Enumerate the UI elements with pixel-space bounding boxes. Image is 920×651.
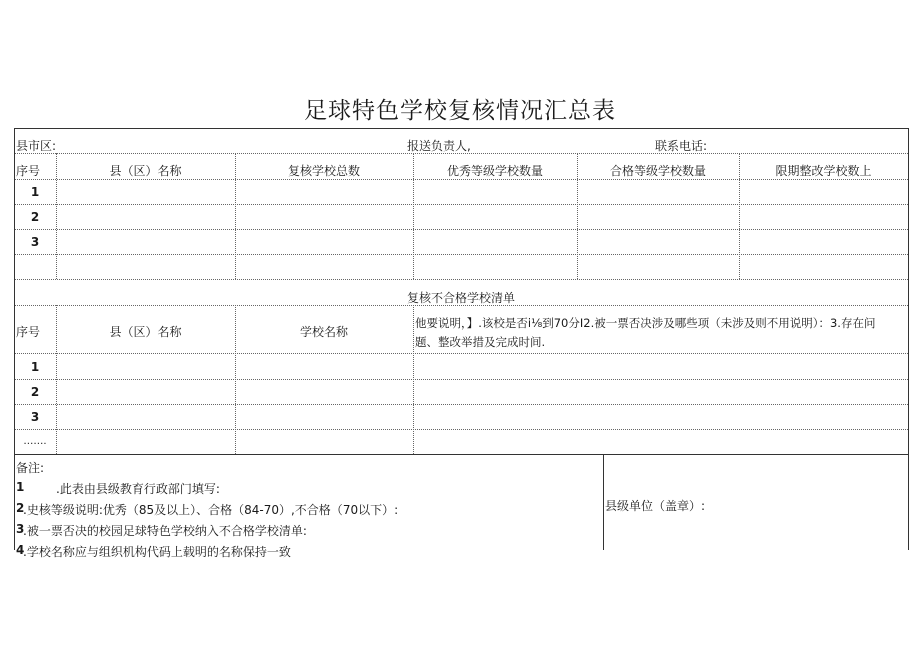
failed-header-description-line1: 他要说明，】.该校是否i⅛到70分I2.被一票否决涉及哪些项（未涉及则不用说明）：3.存在问: [415, 316, 876, 330]
notes-label: 备注:: [16, 461, 45, 475]
note-number: 1: [16, 480, 25, 494]
page-title: 足球特色学校复核情况汇总表: [304, 98, 616, 124]
summary-row-number: 2: [30, 210, 40, 224]
failed-header-index: 序号: [16, 325, 41, 339]
summary-header-qualified: 合格等级学校数量: [609, 164, 706, 178]
county-label: 县市区:: [16, 139, 57, 153]
failed-header-description-line2: 题、整改举措及完成时间.: [415, 335, 546, 349]
failed-row-number: 1: [30, 360, 40, 374]
phone-label: 联系电话:: [655, 139, 708, 153]
failed-header-county: 县（区）名称: [109, 325, 182, 339]
note-number: 4: [16, 543, 25, 557]
note-text: .被一票否决的校园足球特色学校纳入不合格学校清单:: [23, 524, 307, 538]
failed-list-title: 复核不合格学校清单: [406, 291, 515, 305]
note-number: 2: [16, 501, 25, 515]
summary-row-number: 1: [30, 185, 40, 199]
summary-header-index: 序号: [16, 164, 41, 178]
failed-header-school: 学校名称: [299, 325, 348, 339]
submitter-label: 报送负责人,: [407, 139, 471, 153]
summary-row-number: 3: [30, 235, 40, 249]
failed-row-ellipsis: …….: [23, 436, 47, 447]
note-text: .史核等级说明:优秀（85及以上）、合格（84-70）,不合格（70以下）:: [23, 503, 399, 517]
note-number: 3: [16, 522, 25, 536]
note-text: .学校名称应与组织机构代码上载明的名称保持一致: [23, 545, 291, 559]
seal-label: 县级单位（盖章）:: [605, 499, 706, 513]
summary-header-rectify: 限期整改学校数上: [775, 164, 872, 178]
summary-header-county: 县（区）名称: [109, 164, 182, 178]
failed-row-number: 2: [30, 385, 40, 399]
summary-header-total: 复核学校总数: [287, 164, 360, 178]
failed-row-number: 3: [30, 410, 40, 424]
summary-header-excellent: 优秀等级学校数量: [446, 164, 543, 178]
note-text: .此表由县级教育行政部门填写:: [56, 482, 220, 496]
